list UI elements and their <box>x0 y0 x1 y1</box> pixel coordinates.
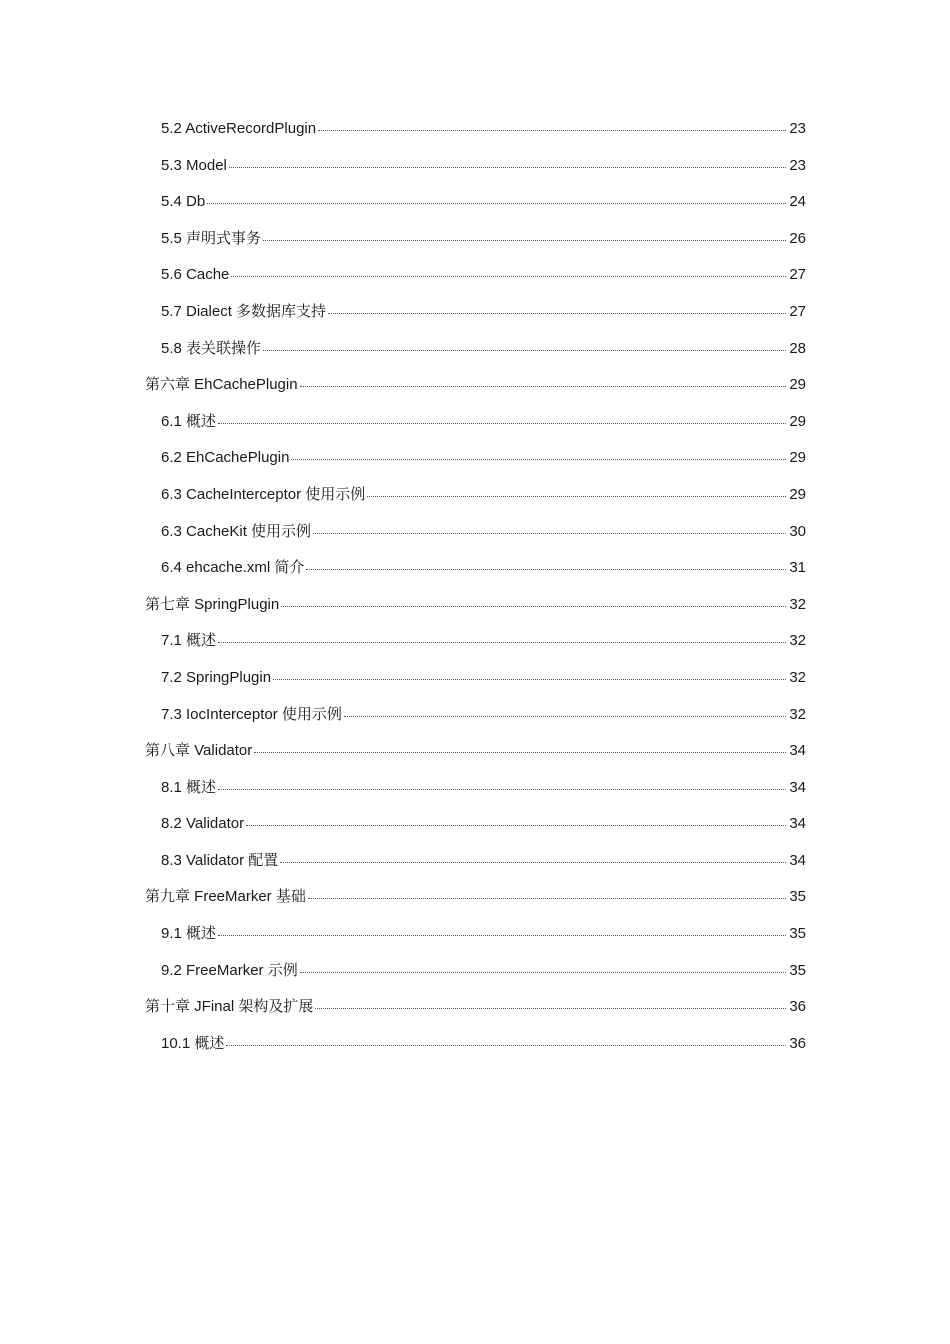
toc-section-entry[interactable] <box>145 1026 806 1063</box>
toc-page-number: 34 <box>789 742 806 760</box>
toc-dot-leader <box>229 166 786 168</box>
toc-chapter-entry[interactable] <box>145 989 806 1026</box>
toc-page-number: 36 <box>789 998 806 1016</box>
toc-section-entry[interactable] <box>145 916 806 953</box>
toc-page-number: 32 <box>789 668 806 686</box>
toc-entry-title: 9.1 概述 <box>161 925 217 943</box>
toc-section-entry[interactable] <box>145 806 806 843</box>
toc-page-number: 34 <box>789 851 806 869</box>
toc-page-number: 29 <box>789 412 806 430</box>
toc-section-entry[interactable] <box>145 623 806 660</box>
toc-page-number: 32 <box>789 632 806 650</box>
toc-page-number: 29 <box>789 376 806 394</box>
toc-chapter-entry[interactable] <box>145 879 806 916</box>
toc-entry-title: 5.4 Db <box>161 193 206 211</box>
toc-dot-leader <box>300 971 786 973</box>
toc-dot-leader <box>246 824 786 826</box>
toc-chapter-entry[interactable] <box>145 733 806 770</box>
toc-dot-leader <box>280 861 786 863</box>
toc-dot-leader <box>306 568 786 570</box>
toc-page-number: 27 <box>789 266 806 284</box>
toc-dot-leader <box>318 129 786 131</box>
toc-entry-title: 10.1 概述 <box>161 1034 225 1052</box>
toc-dot-leader <box>315 1007 786 1009</box>
toc-entry-title: 6.3 CacheInterceptor 使用示例 <box>161 485 366 503</box>
toc-section-entry[interactable] <box>145 550 806 587</box>
toc-chapter-entry[interactable] <box>145 587 806 624</box>
toc-entry-title: 8.1 概述 <box>161 778 217 796</box>
toc-section-entry[interactable] <box>145 404 806 441</box>
toc-page-number: 27 <box>789 302 806 320</box>
toc-dot-leader <box>281 605 786 607</box>
toc-entry-title: 5.5 声明式事务 <box>161 229 262 247</box>
toc-dot-leader <box>263 349 786 351</box>
toc-entry-title: 5.2 ActiveRecordPlugin <box>161 120 317 137</box>
toc-entry-title: 6.4 ehcache.xml 简介 <box>161 559 305 577</box>
toc-dot-leader <box>218 934 786 936</box>
toc-dot-leader <box>263 239 786 241</box>
toc-section-entry[interactable] <box>145 660 806 697</box>
toc-section-entry[interactable] <box>145 257 806 294</box>
toc-entry-title: 6.2 EhCachePlugin <box>161 449 290 467</box>
toc-entry-title: 8.3 Validator 配置 <box>161 851 279 869</box>
toc-page-number: 24 <box>789 193 806 211</box>
toc-entry-title: 第十章 JFinal 架构及扩展 <box>145 998 314 1016</box>
toc-page-number: 29 <box>789 449 806 467</box>
toc-page-number: 23 <box>789 156 806 174</box>
toc-section-entry[interactable] <box>145 184 806 221</box>
toc-dot-leader <box>226 1044 786 1046</box>
toc-section-entry[interactable] <box>145 111 806 148</box>
toc-page-number: 31 <box>789 559 806 577</box>
toc-section-entry[interactable] <box>145 514 806 551</box>
toc-entry-title: 7.3 IocInterceptor 使用示例 <box>161 705 342 723</box>
toc-section-entry[interactable] <box>145 477 806 514</box>
toc-page-number: 23 <box>789 120 806 137</box>
toc-dot-leader <box>291 458 786 460</box>
toc-page-number: 28 <box>789 339 806 357</box>
toc-entry-title: 6.3 CacheKit 使用示例 <box>161 522 312 540</box>
toc-dot-leader <box>218 422 786 424</box>
toc-section-entry[interactable] <box>145 953 806 990</box>
toc-section-entry[interactable] <box>145 148 806 185</box>
toc-section-entry[interactable] <box>145 440 806 477</box>
toc-page-number: 36 <box>789 1034 806 1052</box>
toc-entry-title: 第八章 Validator <box>145 742 253 760</box>
toc-entry-title: 第六章 EhCachePlugin <box>145 376 298 394</box>
toc-entry-title: 5.7 Dialect 多数据库支持 <box>161 302 327 320</box>
toc-dot-leader <box>313 532 786 534</box>
toc-entry-title: 7.1 概述 <box>161 632 217 650</box>
toc-entry-title: 7.2 SpringPlugin <box>161 668 272 686</box>
toc-dot-leader <box>273 678 786 680</box>
toc-dot-leader <box>254 751 786 753</box>
toc-entry-title: 8.2 Validator <box>161 815 245 833</box>
toc-page-number: 35 <box>789 925 806 943</box>
toc-entry-title: 5.3 Model <box>161 156 227 174</box>
toc-dot-leader <box>328 312 786 314</box>
toc-page-number: 32 <box>789 705 806 723</box>
toc-page-number: 34 <box>789 815 806 833</box>
toc-entry-title: 5.8 表关联操作 <box>161 339 262 357</box>
toc-entry-title: 9.2 FreeMarker 示例 <box>161 961 298 979</box>
toc-page-number: 29 <box>789 485 806 503</box>
toc-dot-leader <box>308 897 786 899</box>
toc-section-entry[interactable] <box>145 770 806 807</box>
toc-dot-leader <box>218 788 786 790</box>
toc-entry-title: 6.1 概述 <box>161 412 217 430</box>
table-of-contents <box>145 111 806 1062</box>
toc-section-entry[interactable] <box>145 697 806 734</box>
toc-dot-leader <box>207 202 786 204</box>
toc-dot-leader <box>344 715 786 717</box>
toc-dot-leader <box>231 275 786 277</box>
toc-dot-leader <box>367 495 786 497</box>
toc-page-number: 32 <box>789 595 806 613</box>
toc-page-number: 26 <box>789 229 806 247</box>
toc-entry-title: 第七章 SpringPlugin <box>145 595 280 613</box>
toc-section-entry[interactable] <box>145 331 806 368</box>
toc-section-entry[interactable] <box>145 221 806 258</box>
toc-dot-leader <box>300 385 786 387</box>
toc-section-entry[interactable] <box>145 843 806 880</box>
toc-section-entry[interactable] <box>145 294 806 331</box>
toc-page-number: 35 <box>789 888 806 906</box>
toc-dot-leader <box>218 641 786 643</box>
toc-entry-title: 第九章 FreeMarker 基础 <box>145 888 306 906</box>
toc-chapter-entry[interactable] <box>145 367 806 404</box>
toc-page-number: 30 <box>789 522 806 540</box>
toc-entry-title: 5.6 Cache <box>161 266 230 284</box>
toc-page-number: 35 <box>789 961 806 979</box>
toc-page-number: 34 <box>789 778 806 796</box>
